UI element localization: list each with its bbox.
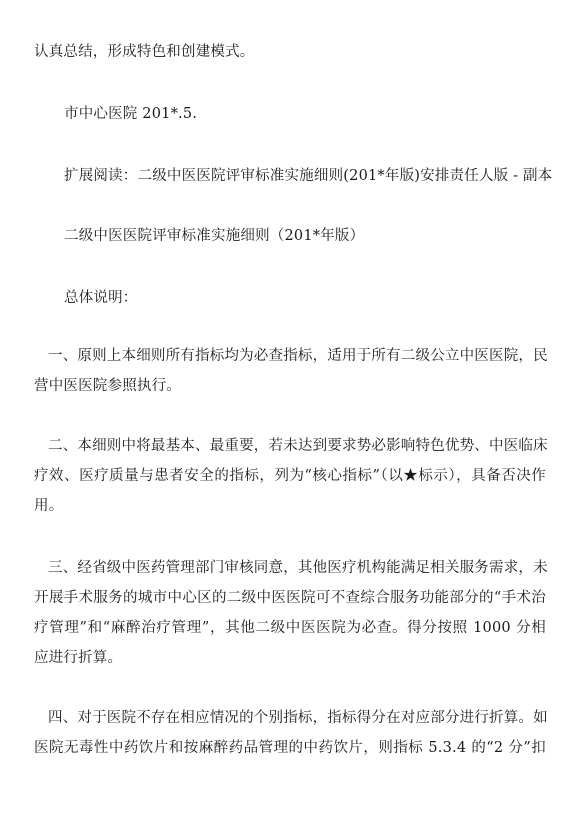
paragraph-4-line-2: 医院无毒性中药饮片和按麻醉药品管理的中药饮片，则指标 5.3.4 的“2 分”扣 xyxy=(34,740,546,756)
intro-closing-line: 认真总结，形成特色和创建模式。 xyxy=(34,44,255,60)
paragraph-3-line-4: 应进行折算。 xyxy=(34,650,123,666)
paragraph-1-line-2: 营中医医院参照执行。 xyxy=(34,378,181,394)
paragraph-3-line-3: 疗管理”和“麻醉治疗管理”，其他二级中医医院为必查。得分按照 1000 分相 xyxy=(34,620,546,636)
paragraph-3-line-1: 三、经省级中医药管理部门审核同意，其他医疗机构能满足相关服务需求，未 xyxy=(48,560,548,576)
paragraph-2-line-1: 二、本细则中将最基本、最重要，若未达到要求势必影响特色优势、中医临床 xyxy=(48,438,548,454)
paragraph-3-line-2: 开展手术服务的城市中心区的二级中医医院可不查综合服务功能部分的“手术治 xyxy=(34,590,546,606)
paragraph-4-line-1: 四、对于医院不存在相应情况的个别指标，指标得分在对应部分进行折算。如 xyxy=(48,710,548,726)
extended-reading-line: 扩展阅读：二级中医医院评审标准实施细则(201*年版)安排责任人版 - 副本 xyxy=(64,168,553,184)
paragraph-2-line-2: 疗效、医疗质量与患者安全的指标，列为“核心指标”（以★标示），具备否决作 xyxy=(34,468,546,484)
general-notes-heading: 总体说明： xyxy=(64,290,138,306)
document-title: 二级中医医院评审标准实施细则（201*年版） xyxy=(64,228,365,244)
signature-line: 市中心医院 201*.5. xyxy=(64,106,198,122)
paragraph-1-line-1: 一、原则上本细则所有指标均为必查指标，适用于所有二级公立中医医院，民 xyxy=(48,348,548,364)
paragraph-2-line-3: 用。 xyxy=(34,498,64,514)
